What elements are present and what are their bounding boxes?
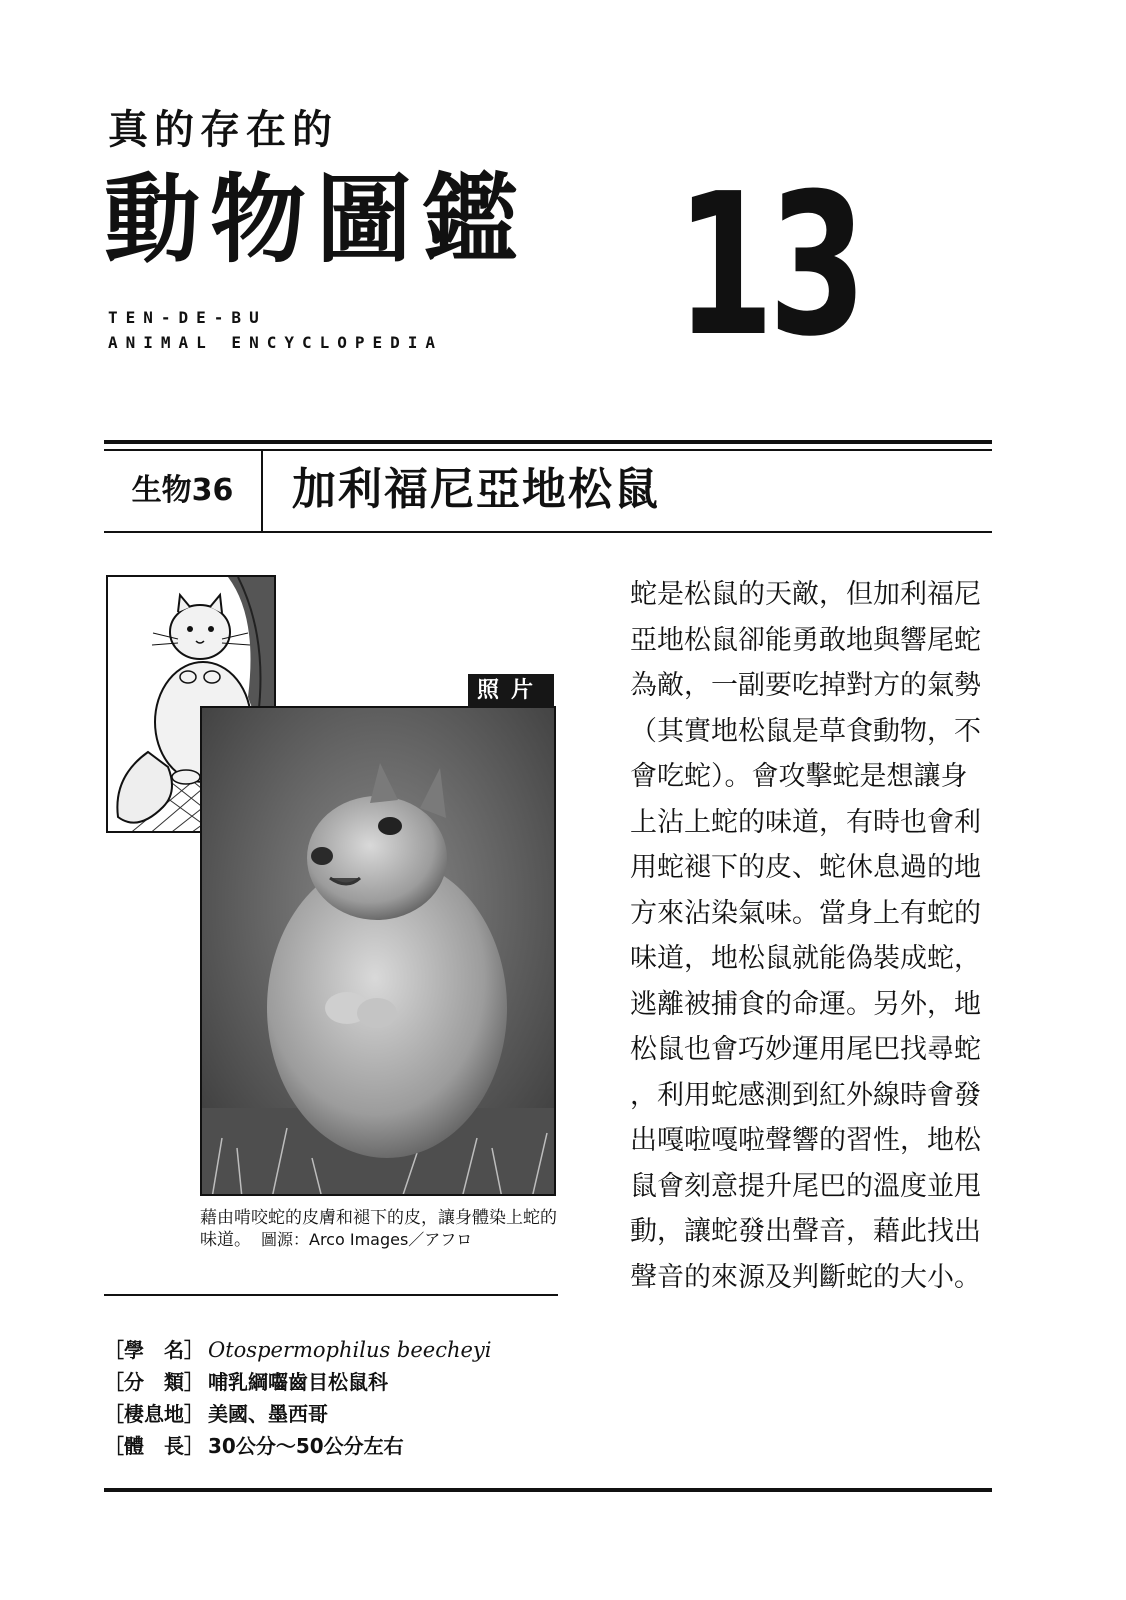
top-rule-thick [104, 440, 992, 444]
body-line: 逃離被捕食的命運。另外，地 [630, 988, 981, 1020]
body-line: 出嘎啦嘎啦聲響的習性，地松 [630, 1125, 981, 1156]
classification-row [104, 1366, 492, 1398]
book-title: 動物圖鑑 [104, 163, 528, 276]
scientific-name-row [104, 1334, 492, 1366]
body-line: （其實地松鼠是草食動物，不 [630, 715, 981, 747]
body-line: 聲音的來源及判斷蛇的大小。 [630, 1261, 981, 1293]
creature-number: 生物36 [131, 473, 234, 508]
classification-label: ［分 類］ [104, 1370, 204, 1394]
body-line: 鼠會刻意提升尾巴的溫度並甩 [630, 1170, 981, 1202]
body-length-row [104, 1430, 492, 1462]
body-line: 方來沾染氣味。當身上有蛇的 [630, 897, 981, 929]
body-line: ，利用蛇感測到紅外線時會發 [630, 1079, 981, 1111]
photo-caption-text: 藉由啃咬蛇的皮膚和褪下的皮，讓身體染上蛇的味道。 [200, 1208, 557, 1250]
body-line: 松鼠也會巧妙運用尾巴找尋蛇 [630, 1034, 981, 1065]
book-subtitle: 真的存在的 [108, 106, 338, 153]
top-rule-thin [104, 449, 992, 451]
habitat-row [104, 1398, 492, 1430]
habitat-label: ［棲息地］ [104, 1402, 204, 1426]
body-line: 亞地松鼠卻能勇敢地與響尾蛇 [630, 624, 981, 656]
body-length-label: ［體 長］ [104, 1434, 204, 1458]
species-data [104, 1334, 492, 1462]
scientific-name-label: ［學 名］ [104, 1338, 204, 1362]
body-line: 上沾上蛇的味道，有時也會利 [630, 806, 981, 838]
issue-number: 13 [676, 152, 861, 380]
habitat-value: 美國、墨西哥 [208, 1402, 328, 1426]
english-subtitle-line1: TEN-DE-BU [108, 308, 267, 327]
title-bottom-rule [104, 531, 992, 533]
photo-source: 圖源：Arco Images／アフロ [261, 1230, 473, 1249]
photo-caption [200, 1207, 560, 1251]
creature-name: 加利福尼亞地松鼠 [292, 464, 660, 515]
scientific-name-value: Otospermophilus beecheyi [208, 1338, 492, 1362]
body-line: 動，讓蛇發出聲音，藉此找出 [630, 1216, 981, 1247]
body-text [630, 572, 998, 1300]
body-line: 為敵，一副要吃掉對方的氣勢 [630, 670, 981, 701]
body-line: 味道，地松鼠就能偽裝成蛇， [630, 943, 981, 974]
squirrel-photo-image [202, 708, 556, 1196]
photo-label: 照片 [468, 674, 554, 708]
english-subtitle-line2: ANIMAL ENCYCLOPEDIA [108, 333, 444, 352]
squirrel-photo [200, 706, 556, 1196]
classification-value: 哺乳綱囓齒目松鼠科 [208, 1370, 388, 1394]
body-line: 用蛇褪下的皮、蛇休息過的地 [630, 852, 981, 883]
body-line: 會吃蛇）。會攻擊蛇是想讓身 [630, 761, 968, 792]
title-separator [261, 451, 263, 531]
bottom-rule [104, 1488, 992, 1492]
body-length-value: 30公分～50公分左右 [208, 1434, 404, 1458]
body-line: 蛇是松鼠的天敵，但加利福尼 [630, 579, 981, 610]
caption-rule [104, 1294, 558, 1296]
